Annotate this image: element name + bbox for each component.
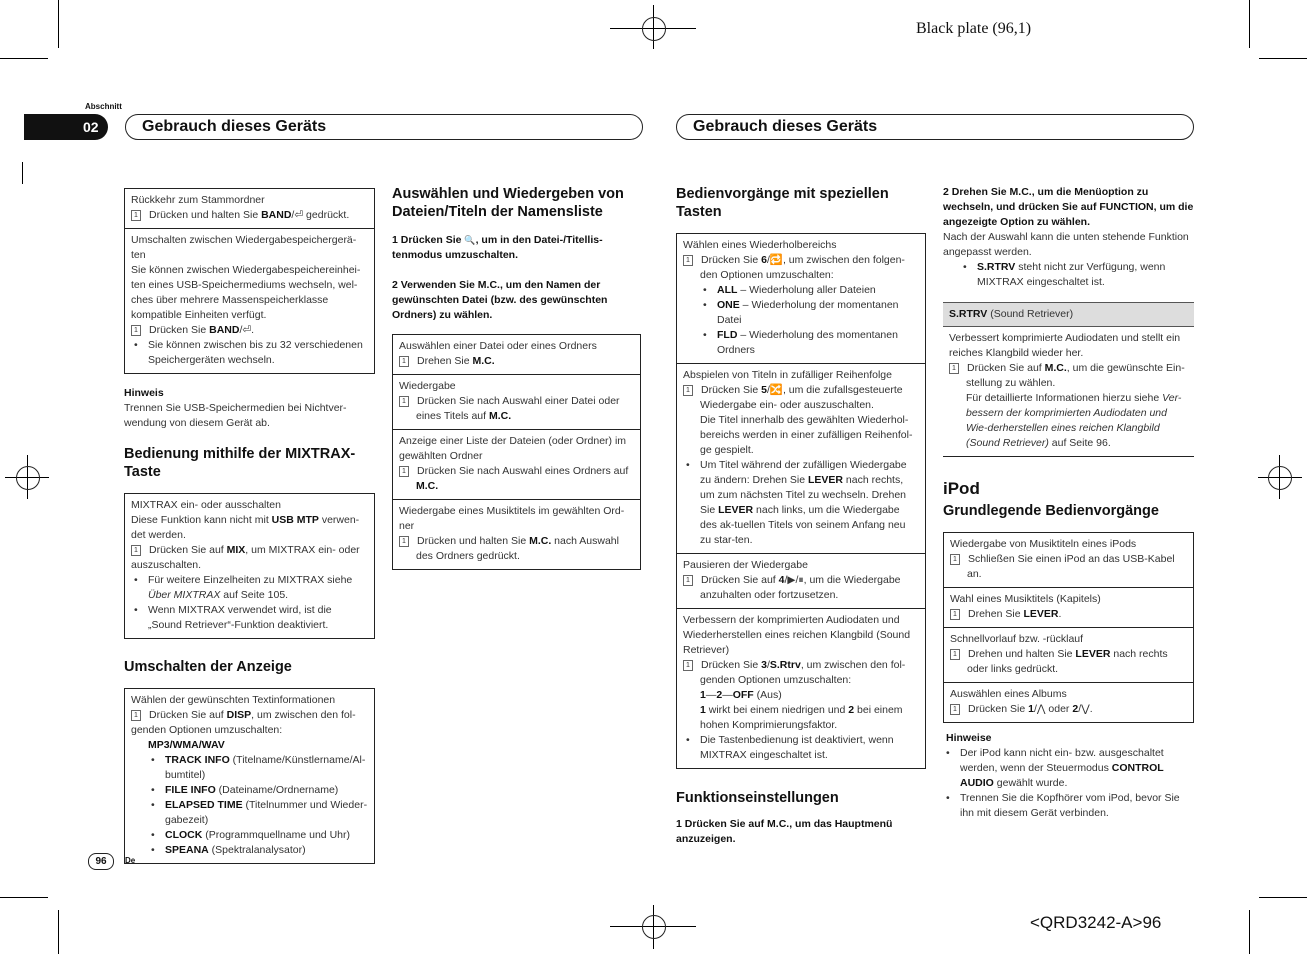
text: Drücken Sie nach Auswahl einer Datei oder eines Titels auf — [416, 395, 620, 422]
text: — — [705, 689, 717, 701]
step-2: 2 Drehen Sie M.C., um die Menüoption zu wechseln, und drücken Sie auf FUNCTION, um die angezeigte Option zu wählen. — [943, 186, 1194, 228]
cell-title: Anzeige einer Liste der Dateien (oder Ordner) im gewählten Ordner — [399, 435, 627, 462]
table-cell — [944, 682, 1193, 722]
cell-title: Wahl eines Musiktitels (Kapitels) — [950, 593, 1101, 605]
step — [949, 361, 1188, 391]
text: Drücken Sie nach Auswahl eines Ordners auf — [417, 465, 629, 477]
text: /⏎ gedrückt. — [291, 209, 350, 221]
step — [950, 702, 1187, 717]
text: nach rechts, um zum nächsten Titel zu wechseln. Drehen Sie — [700, 474, 907, 516]
column-2 — [392, 185, 641, 570]
bullet-item: • Sie können zwischen bis zu 32 verschiedenen Speichergeräten wechseln. — [131, 338, 368, 368]
cell-title: Wiedergabe — [399, 380, 456, 392]
step-2: 2 Verwenden Sie M.C., um den Namen der gewünschten Datei (bzw. des gewünschten Ordners) zu wählen. — [392, 279, 608, 321]
heading-filelist: Auswählen und Wiedergeben von Dateien/Titeln der Namensliste — [392, 186, 624, 220]
heading-mixtrax: Bedienung mithilfe der MIXTRAX-Taste — [124, 446, 356, 480]
text: Drücken Sie — [968, 703, 1029, 715]
step — [950, 552, 1187, 582]
text: Schließen Sie einen iPod an das USB-Kabel an. — [967, 553, 1175, 580]
text: Um Titel während der zufälligen Wiedergabe zu ändern: Drehen Sie — [700, 459, 907, 486]
crop-mark — [0, 897, 48, 898]
key-label: TRACK INFO — [165, 754, 230, 766]
heading-display: Umschalten der Anzeige — [124, 659, 292, 675]
srtrv-body — [943, 327, 1194, 456]
key-label: 1 — [1028, 703, 1034, 715]
table-cell — [125, 228, 374, 373]
note-text: Die Titel innerhalb des gewählten Wiederhol-bereichs werden in einer zufälligen Reihenfol-ge gespielt. — [700, 414, 913, 456]
text: Für detaillierte Informationen hierzu siehe — [966, 392, 1163, 404]
text: nach links, um die Wiedergabe des ak-tuellen Titels von seinem Anfang neu zu star-ten. — [700, 504, 906, 546]
column-1 — [124, 188, 375, 864]
table-cell — [393, 429, 640, 499]
reference-link: Ver-bessern der komprimierten Audiodaten und Wie-derherstellen eines reichen Klangbild (Sound Retriever) — [966, 392, 1182, 449]
text: bei einem hohen Komprimierungsfaktor. — [700, 704, 903, 731]
step-number-icon: 1 — [949, 363, 959, 374]
section-label: Abschnitt — [85, 102, 122, 111]
document-code: <QRD3242-A>96 — [1030, 913, 1162, 932]
step — [399, 354, 634, 369]
registration-circle-icon — [16, 466, 40, 490]
cell-text: Verbessert komprimierte Audiodaten und stellt ein reiches Klangbild wieder her. — [949, 332, 1181, 359]
key-label: ALL — [717, 284, 738, 296]
step-number-icon: 1 — [399, 396, 409, 407]
text: (Aus) — [753, 689, 782, 701]
cell-title: Schnellvorlauf bzw. -rücklauf — [950, 633, 1084, 645]
key-label: S.Rtrv — [769, 659, 801, 671]
key-label: S.RTRV — [949, 308, 988, 320]
crop-mark — [1259, 897, 1307, 898]
text: Drücken Sie — [149, 324, 210, 336]
srtrv-block — [943, 302, 1194, 457]
step — [399, 464, 634, 494]
key-label: S.RTRV — [977, 261, 1016, 273]
list-item — [683, 298, 919, 328]
key-label: 2 — [848, 704, 855, 716]
step — [399, 534, 634, 564]
cell-title: Pausieren der Wiedergabe — [683, 559, 808, 571]
step-number-icon: 1 — [950, 649, 960, 660]
key-label: OFF — [732, 689, 754, 701]
table-box — [124, 188, 375, 374]
key-label: FILE INFO — [165, 784, 216, 796]
step — [131, 543, 368, 573]
step-number-icon: 1 — [399, 356, 409, 367]
table-cell — [125, 689, 374, 863]
text: /⋀ oder — [1033, 703, 1073, 715]
reference-link: Über MIXTRAX — [148, 589, 221, 601]
language-code: De — [125, 856, 136, 865]
text: – Wiederholung aller Dateien — [737, 284, 876, 296]
text: MP3/WMA/WAV — [148, 739, 225, 751]
bullet-item: • Die Tastenbedienung ist deaktiviert, wenn MIXTRAX eingeschaltet ist. — [683, 733, 919, 763]
text: Drehen Sie — [417, 355, 473, 367]
list-item — [131, 798, 368, 828]
section-title-right: Gebrauch dieses Geräts — [676, 114, 1194, 140]
text: Drücken und halten Sie — [417, 535, 530, 547]
table-cell — [393, 374, 640, 429]
table-box — [124, 688, 375, 864]
cell-title: MIXTRAX ein- oder ausschalten — [131, 499, 281, 511]
list-item — [683, 283, 919, 298]
key-label: ONE — [717, 299, 740, 311]
text: (Dateiname/Ordnername) — [215, 784, 339, 796]
cell-text: Sie können zwischen Wiedergabespeichereinhei-ten eines USB-Speichermediums wechseln, wel-ches über mehrere Massenspeicherklasse kompatible Einheiten verfügt. — [131, 264, 361, 321]
step — [399, 394, 634, 424]
key-label: ELAPSED TIME — [165, 799, 243, 811]
format-label — [131, 738, 368, 753]
step-number-icon: 1 — [399, 536, 409, 547]
crop-mark — [1259, 58, 1307, 59]
heading-special-keys: Bedienvorgänge mit speziellen Tasten — [676, 186, 889, 220]
step — [683, 253, 919, 283]
registration-circle-icon — [642, 17, 666, 41]
table-cell — [944, 533, 1193, 587]
cell-title: Umschalten zwischen Wiedergabespeichergerä-ten — [131, 234, 357, 261]
text: Drehen Sie — [968, 608, 1024, 620]
cell-text — [131, 513, 368, 543]
step — [683, 658, 919, 688]
bullet-item — [131, 573, 368, 603]
column-4 — [943, 185, 1194, 821]
key-label: 1 — [700, 704, 706, 716]
step-number-icon: 1 — [683, 385, 693, 396]
step-number-icon: 1 — [131, 710, 141, 721]
step-1 — [392, 233, 641, 263]
key-label: M.C. — [529, 535, 552, 547]
text: Der iPod kann nicht ein- bzw. ausgeschaltet werden, wenn der Steuermodus — [960, 747, 1164, 774]
text: (Titelnummer und Wieder-gabezeit) — [165, 799, 368, 826]
text: Drücken Sie auf — [701, 574, 779, 586]
search-icon: 🔍 — [464, 235, 476, 245]
text: Drehen und halten Sie — [968, 648, 1076, 660]
cell-title: Wiedergabe von Musiktiteln eines iPods — [950, 538, 1137, 550]
note-text — [949, 391, 1188, 451]
table-box — [124, 493, 375, 639]
step-1: 1 Drücken Sie auf M.C., um das Hauptmenü anzuzeigen. — [676, 818, 893, 845]
text: Diese Funktion kann nicht mit — [131, 514, 272, 526]
text: , um zwischen den fol-genden Optionen umzuschalten: — [700, 659, 906, 686]
bullet-item: • Wenn MIXTRAX verwendet wird, ist die „Sound Retriever“-Funktion deaktiviert. — [131, 603, 368, 633]
registration-circle-icon — [1268, 466, 1292, 490]
text: (Titelname/Künstlername/Al-bumtitel) — [165, 754, 366, 781]
crop-mark — [58, 0, 59, 48]
notes-title: Hinweise — [946, 732, 992, 744]
step — [131, 323, 368, 338]
text: (Spektralanalysator) — [208, 844, 306, 856]
text: nach Auswahl des Ordners gedrückt. — [416, 535, 619, 562]
text: Drücken Sie — [701, 254, 762, 266]
text: – Wiederholung des momentanen Ordners — [717, 329, 898, 356]
table-box — [943, 532, 1194, 723]
plate-label: Black plate (96,1) — [916, 20, 1032, 37]
text: , um MIXTRAX ein- oder auszuschalten. — [131, 544, 360, 571]
text: auf Seite 96. — [1048, 437, 1111, 449]
bullet-item — [943, 746, 1194, 791]
text: gewählt wurde. — [993, 777, 1068, 789]
text: Drücken Sie — [701, 659, 762, 671]
text: auf Seite 105. — [220, 589, 289, 601]
step-number-icon: 1 — [399, 466, 409, 477]
crop-mark — [0, 58, 48, 59]
text: /🔀, um die zufallsgesteuerte Wiedergabe ein- oder auszuschalten. — [700, 384, 903, 411]
text: Drücken Sie — [701, 384, 762, 396]
text: Drücken und halten Sie — [149, 209, 262, 221]
text: wirkt bei einem niedrigen und — [705, 704, 849, 716]
section-number-tab: 02 — [24, 114, 108, 140]
text: Drücken Sie auf — [967, 362, 1045, 374]
key-label: USB MTP — [271, 514, 319, 526]
key-label: M.C. — [416, 480, 439, 492]
table-cell — [393, 335, 640, 374]
options-line — [683, 688, 919, 703]
step-number-icon: 1 — [950, 609, 960, 620]
step-text: Nach der Auswahl kann die unten stehende Funktion angepasst werden. — [943, 231, 1189, 258]
text: steht nicht zur Verfügung, wenn MIXTRAX eingeschaltet ist. — [977, 261, 1166, 288]
key-label: 1 — [700, 689, 706, 701]
text: — — [722, 689, 733, 701]
step-number-icon: 1 — [950, 704, 960, 715]
key-label: CLOCK — [165, 829, 203, 841]
table-cell — [393, 499, 640, 569]
step-number-icon: 1 — [683, 575, 693, 586]
text: , um zwischen den fol-genden Optionen umzuschalten: — [131, 709, 356, 736]
crop-mark — [1249, 0, 1250, 48]
list-item — [131, 843, 368, 858]
key-label: LEVER — [807, 474, 843, 486]
list-item — [131, 753, 368, 783]
key-label: MIX — [226, 544, 246, 556]
table-cell — [677, 608, 925, 768]
crop-mark — [22, 162, 23, 184]
cell-title: Verbessern der komprimierten Audiodaten und Wiederherstellen eines reichen Klangbild (Sound Retriever) — [683, 614, 911, 656]
key-label: 2 — [1072, 703, 1079, 715]
page-number: 96 — [88, 853, 114, 870]
text: /⋁. — [1078, 703, 1093, 715]
cell-title: Auswählen eines Albums — [950, 688, 1067, 700]
table-cell — [944, 587, 1193, 627]
text: Drücken Sie auf — [149, 709, 227, 721]
text: / — [766, 659, 770, 671]
crop-mark — [1249, 910, 1250, 954]
key-label: 4 — [778, 574, 785, 586]
text: . — [1058, 608, 1062, 620]
text: /▶/⏸, um die Wiedergabe anzuhalten oder fortzusetzen. — [700, 574, 901, 601]
list-item — [131, 828, 368, 843]
note-text — [683, 703, 919, 733]
table-cell — [677, 363, 925, 553]
key-label: LEVER — [1075, 648, 1111, 660]
key-label: FLD — [717, 329, 738, 341]
key-label: 2 — [716, 689, 723, 701]
step-number-icon: 1 — [131, 210, 141, 221]
cell-title: Wiedergabe eines Musiktitels im gewählten Ord-ner — [399, 505, 625, 532]
key-label: DISP — [226, 709, 252, 721]
text: , um in den Datei-/Titellis-tenmodus umzuschalten. — [392, 234, 603, 261]
text: , um die gewünschte Ein-stellung zu wählen. — [966, 362, 1185, 389]
step — [131, 208, 368, 223]
crop-mark — [58, 910, 59, 954]
step — [683, 573, 919, 603]
text: nach rechts oder links gedrückt. — [967, 648, 1168, 675]
key-label: 3 — [761, 659, 767, 671]
key-label: SPEANA — [165, 844, 209, 856]
text: /⏎. — [239, 324, 255, 336]
note-text: Trennen Sie USB-Speichermedien bei Nichtver-wendung von diesem Gerät ab. — [124, 402, 347, 429]
text: (Programmquellname und Uhr) — [202, 829, 350, 841]
cell-title: Rückkehr zum Stammordner — [131, 194, 265, 206]
key-label: M.C. — [488, 410, 512, 422]
text: /🔁, um zwischen den folgen-den Optionen umzuschalten: — [700, 254, 905, 281]
table-cell — [677, 234, 925, 363]
cell-title: Wählen eines Wiederholbereichs — [683, 239, 837, 251]
list-item — [683, 328, 919, 358]
table-cell — [125, 494, 374, 638]
step-number-icon: 1 — [683, 660, 693, 671]
key-label: 6 — [761, 254, 767, 266]
key-label: M.C. — [472, 355, 495, 367]
column-3 — [676, 185, 926, 847]
table-box — [392, 334, 641, 570]
step — [131, 708, 368, 738]
step-number-icon: 1 — [131, 545, 141, 556]
step — [950, 607, 1187, 622]
step — [950, 647, 1187, 677]
bullet-item — [683, 458, 919, 548]
key-label: LEVER — [1023, 608, 1059, 620]
step — [683, 383, 919, 413]
heading-ipod: iPod — [943, 479, 980, 498]
note-title: Hinweis — [124, 387, 164, 399]
table-cell — [125, 189, 374, 228]
key-label: M.C. — [1044, 362, 1067, 374]
cell-title: Abspielen von Titeln in zufälliger Reihenfolge — [683, 369, 892, 381]
bullet-item: • Trennen Sie die Kopfhörer vom iPod, bevor Sie ihn mit diesem Gerät verbinden. — [943, 791, 1194, 821]
key-label: LEVER — [718, 504, 754, 516]
cell-title: Auswählen einer Datei oder eines Ordners — [399, 340, 597, 352]
text: 1 Drücken Sie — [392, 234, 465, 246]
registration-circle-icon — [642, 915, 666, 939]
key-label: BAND — [261, 209, 292, 221]
text: Drücken Sie auf — [149, 544, 227, 556]
text: Für weitere Einzelheiten zu MIXTRAX siehe — [148, 574, 353, 586]
cell-title: Wählen der gewünschten Textinformationen — [131, 694, 336, 706]
list-item — [131, 783, 368, 798]
text: – Wiederholung der momentanen Datei — [717, 299, 899, 326]
bullet-item — [943, 260, 1194, 290]
step-number-icon: 1 — [131, 325, 141, 336]
heading-function-settings: Funktionseinstellungen — [676, 790, 839, 806]
step-number-icon: 1 — [683, 255, 693, 266]
key-label: CONTROL AUDIO — [960, 762, 1164, 789]
text: (Sound Retriever) — [987, 308, 1074, 320]
table-cell — [944, 627, 1193, 682]
table-box — [676, 233, 926, 769]
text: verwen-det werden. — [131, 514, 360, 541]
key-label: BAND — [209, 324, 240, 336]
section-title-left: Gebrauch dieses Geräts — [125, 114, 643, 140]
srtrv-header — [943, 302, 1194, 327]
table-cell — [677, 553, 925, 608]
key-label: 5 — [761, 384, 767, 396]
heading-basic-operations: Grundlegende Bedienvorgänge — [943, 503, 1159, 519]
step-number-icon: 1 — [950, 554, 960, 565]
